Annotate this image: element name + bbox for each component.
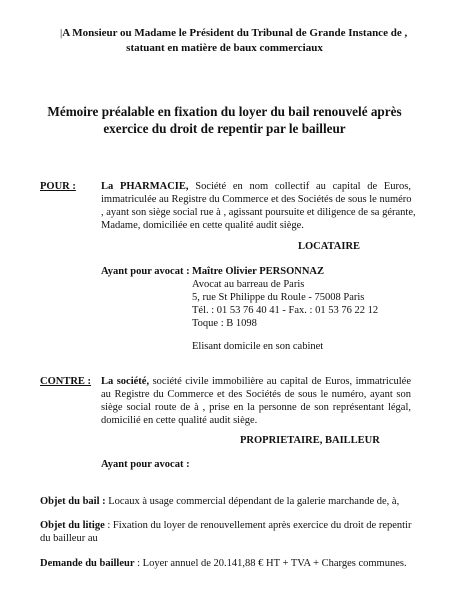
cursor-bar: |: [60, 27, 63, 39]
avocat-address: 5, rue St Philippe du Roule - 75008 Paris: [192, 292, 365, 303]
contre-line-3: siège social route de à , prise en la personne de son représentant légal,: [101, 402, 411, 413]
avocat-domicile: Elisant domicile en son cabinet: [192, 341, 324, 352]
contre-line-1: [101, 376, 411, 387]
avocat-phone: Tél. : 01 53 76 40 41 - Fax. : 01 53 76 22 12: [192, 305, 379, 316]
demande: [40, 558, 407, 569]
demande-text: : Loyer annuel de 20.141,88 € HT + TVA + Charges communes.: [137, 558, 407, 569]
contre-role: PROPRIETAIRE, BAILLEUR: [240, 435, 380, 446]
contre-line-2: au Registre du Commerce et des Sociétés de sous le numéro, ayant son: [101, 389, 411, 400]
avocat-label: Ayant pour avocat :: [101, 266, 190, 277]
addressee-line-1: |A Monsieur ou Madame le Président du Tribunal de Grande Instance de ,: [60, 27, 408, 39]
title-line-2: exercice du droit de repentir par le bailleur: [103, 121, 346, 136]
title-line-1: Mémoire préalable en fixation du loyer du bail renouvelé après: [47, 104, 402, 119]
pour-name: La PHARMACIE,: [101, 181, 189, 192]
avocat-name: Maître Olivier PERSONNAZ: [192, 266, 325, 277]
pour-line-3: , ayant son siège social rue à , agissant poursuite et diligence de sa gérante,: [101, 207, 416, 218]
avocat-toque: Toque : B 1098: [192, 318, 257, 329]
addressee-line-2: statuant en matière de baux commerciaux: [126, 42, 323, 54]
objet-litige-label: Objet du litige: [40, 520, 105, 531]
objet-bail-label: Objet du bail :: [40, 496, 106, 507]
contre-line-1-rest: société civile immobilière au capital de Euros, immatriculée: [152, 376, 411, 387]
contre-label: CONTRE :: [40, 376, 92, 387]
objet-litige-text-1: : Fixation du loyer de renouvellement après exercice du droit de repentir: [107, 520, 412, 531]
demande-label: Demande du bailleur: [40, 558, 135, 569]
contre-line-4: domicilié en cette qualité audit siège.: [101, 415, 258, 426]
pour-label: POUR :: [40, 181, 76, 192]
pour-line-4: Madame, domiciliée en cette qualité audit siège.: [101, 220, 304, 231]
objet-litige-line-1: [40, 520, 410, 531]
avocat-bar: Avocat au barreau de Paris: [192, 279, 305, 290]
pour-line-1: [101, 181, 411, 192]
objet-bail: [40, 496, 399, 507]
objet-bail-text: Locaux à usage commercial dépendant de la galerie marchande de, à,: [108, 496, 400, 507]
objet-litige-line-2: du bailleur au: [40, 533, 98, 544]
contre-avocat-label: Ayant pour avocat :: [101, 459, 190, 470]
pour-line-2: immatriculée au Registre du Commerce et des Sociétés de sous le numéro: [101, 194, 412, 205]
pour-line-1-rest: Société en nom collectif au capital de Euros,: [195, 181, 412, 192]
contre-name: La société,: [101, 376, 150, 387]
pour-role: LOCATAIRE: [298, 241, 361, 252]
